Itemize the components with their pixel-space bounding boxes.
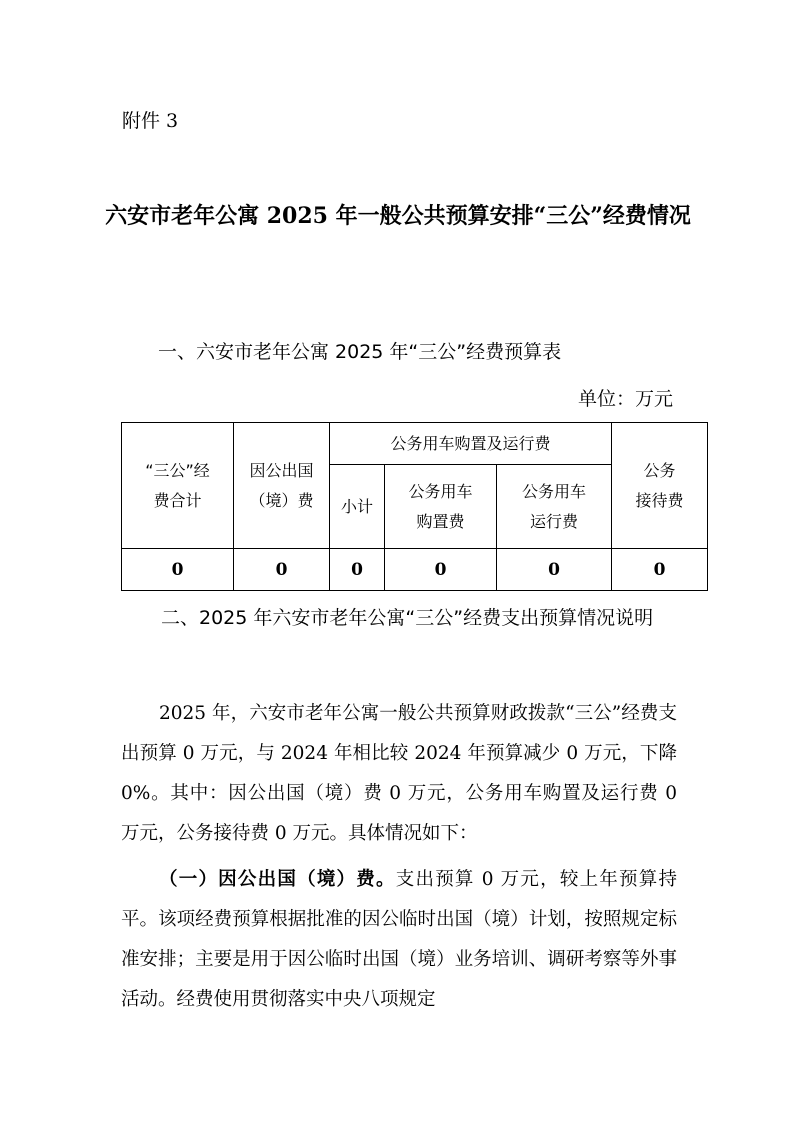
header-abroad <box>234 423 330 549</box>
value-purchase: 0 <box>385 549 497 591</box>
section2-heading: 二、2025 年六安市老年公寓“三公”经费支出预算情况说明 <box>161 607 654 629</box>
paragraph-summary: 2025 年，六安市老年公寓一般公共预算财政拨款“三公”经费支出预算 0 万元，与 2024 年相比较 2024 年预算减少 0 万元，下降 0%。其中：因公出国（境）费 0 万元，公务用车购置及运行费 0 万元，公务接待费 0 万元。具体情况如下： <box>121 703 677 844</box>
header-purchase-line1: 公务用车 <box>408 481 473 501</box>
header-purchase <box>385 465 497 549</box>
paragraph-abroad <box>121 860 677 1020</box>
value-reception: 0 <box>612 549 708 591</box>
header-total <box>122 423 234 549</box>
budget-table <box>121 422 708 591</box>
header-abroad-line1: 因公出国 <box>249 460 314 480</box>
header-vehicle-group: 公务用车购置及运行费 <box>330 423 612 465</box>
header-reception-line1: 公务 <box>643 460 676 480</box>
header-reception <box>612 423 708 549</box>
value-total: 0 <box>122 549 234 591</box>
header-purchase-line2: 购置费 <box>416 511 465 531</box>
paragraph-abroad-body: 支出预算 0 万元，较上年预算持平。该项经费预算根据批准的因公临时出国（境）计划，按照规定标准安排；主要是用于因公临时出国（境）业务培训、调研考察等外事活动。经费使用贯彻落实中央八项规定 <box>121 869 677 1010</box>
header-operation-line1: 公务用车 <box>521 481 586 501</box>
header-total-line1: “三公”经 <box>145 460 210 480</box>
section1-heading: 一、六安市老年公寓 2025 年“三公”经费预算表 <box>158 341 562 363</box>
paragraph-abroad-lead: （一）因公出国（境）费。 <box>159 869 396 890</box>
header-abroad-line2: （境）费 <box>249 490 314 510</box>
header-subtotal: 小计 <box>330 465 385 549</box>
header-operation <box>497 465 612 549</box>
header-operation-line2: 运行费 <box>529 511 578 531</box>
document-title: 六安市老年公寓 2025 年一般公共预算安排“三公”经费情况 <box>105 203 691 229</box>
value-abroad: 0 <box>234 549 330 591</box>
header-total-line2: 费合计 <box>153 490 202 510</box>
value-operation: 0 <box>497 549 612 591</box>
value-subtotal: 0 <box>330 549 385 591</box>
header-reception-line2: 接待费 <box>635 490 684 510</box>
unit-label: 单位：万元 <box>577 388 673 410</box>
attachment-label: 附件 3 <box>122 110 179 132</box>
